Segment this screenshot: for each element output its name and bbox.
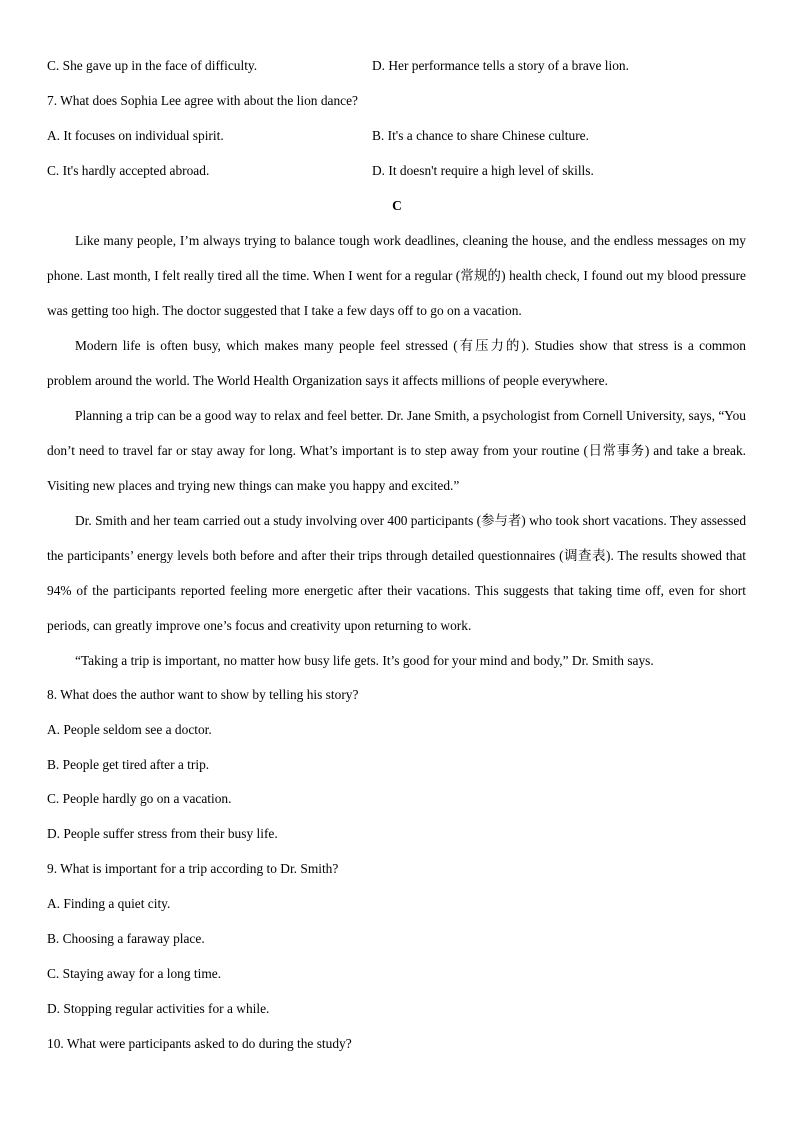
- q9-option-a: A. Finding a quiet city.: [47, 896, 171, 911]
- passage-paragraph-2: Modern life is often busy, which makes many people feel stressed (有压力的). Studies show that stress is a common problem around the world. The World Health Organization says it affects millions of people everywhere.: [47, 338, 746, 388]
- q7-option-b: B. It's a chance to share Chinese culture.: [372, 128, 589, 143]
- q9-option-b: B. Choosing a faraway place.: [47, 931, 205, 946]
- q8-option-b: B. People get tired after a trip.: [47, 757, 210, 772]
- q8-option-c: C. People hardly go on a vacation.: [47, 791, 232, 806]
- q9-option-c: C. Staying away for a long time.: [47, 966, 222, 981]
- passage-paragraph-4: Dr. Smith and her team carried out a study involving over 400 participants (参与者) who took short vacations. They assessed the participants’ energy levels both before and after their trips through detailed questionnaires (调查表). The results showed that 94% of the participants reported feeling more energetic after their vacations. This suggests that taking time off, even for short periods, can greatly improve one’s focus and creativity upon returning to work.: [47, 513, 747, 633]
- q7-stem: 7. What does Sophia Lee agree with about the lion dance?: [47, 93, 358, 108]
- section-title: C: [392, 198, 402, 213]
- q8-option-d: D. People suffer stress from their busy life.: [47, 826, 278, 841]
- q7-option-a: A. It focuses on individual spirit.: [47, 128, 224, 143]
- q8-option-a: A. People seldom see a doctor.: [47, 722, 212, 737]
- q8-stem: 8. What does the author want to show by telling his story?: [47, 687, 359, 702]
- q6-option-c: C. She gave up in the face of difficulty.: [47, 58, 258, 73]
- q10-stem: 10. What were participants asked to do during the study?: [47, 1036, 352, 1051]
- q9-stem: 9. What is important for a trip according to Dr. Smith?: [47, 861, 339, 876]
- q9-option-d: D. Stopping regular activities for a while.: [47, 1001, 270, 1016]
- passage-paragraph-1: Like many people, I’m always trying to balance tough work deadlines, cleaning the house, and the endless messages on my phone. Last month, I felt really tired all the time. When I went for a regular (常规的) health check, I found out my blood pressure was getting too high. The doctor suggested that I take a few days off to go on a vacation.: [47, 233, 746, 318]
- q6-option-d: D. Her performance tells a story of a brave lion.: [372, 58, 629, 73]
- passage-paragraph-3: Planning a trip can be a good way to relax and feel better. Dr. Jane Smith, a psychologist from Cornell University, says, “You don’t need to travel far or stay away for long. What’s important is to step away from your routine (日常事务) and take a break. Visiting new places and trying new things can make you happy and excited.”: [47, 408, 746, 493]
- q7-option-c: C. It's hardly accepted abroad.: [47, 163, 210, 178]
- q7-option-d: D. It doesn't require a high level of skills.: [372, 163, 594, 178]
- passage-paragraph-5: “Taking a trip is important, no matter how busy life gets. It’s good for your mind and body,” Dr. Smith says.: [75, 653, 654, 668]
